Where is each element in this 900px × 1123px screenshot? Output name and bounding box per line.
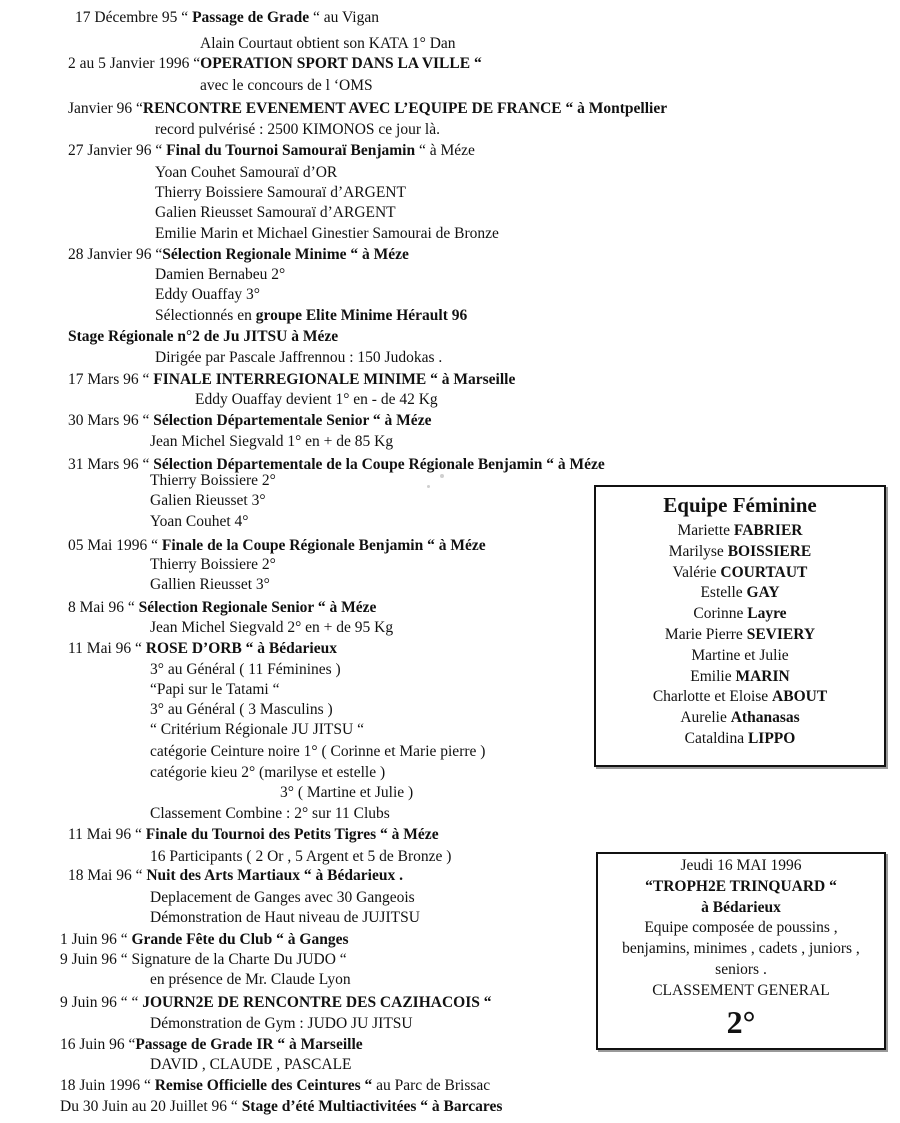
event-text: en présence de Mr. Claude Lyon — [150, 971, 351, 988]
event-text: record pulvérisé : 2500 KIMONOS ce jour là. — [155, 121, 440, 138]
team-member-first-name: Estelle — [700, 584, 743, 602]
event-line — [60, 950, 347, 970]
event-line — [150, 847, 451, 867]
team-member-last-name: ABOUT — [772, 688, 828, 706]
event-line — [150, 970, 351, 990]
team-member-last-name: MARIN — [735, 667, 790, 685]
team-member-first-name: Charlotte et Eloise — [652, 688, 769, 706]
trophy-box — [596, 852, 886, 1050]
event-text: Janvier 96 “ — [68, 100, 143, 117]
trophy-date: Jeudi 16 MAI 1996 — [680, 857, 802, 874]
event-text: 31 Mars 96 “ — [68, 456, 154, 473]
event-line — [68, 141, 475, 161]
event-text: Classement Combine : 2° sur 11 Clubs — [150, 805, 390, 822]
trophy-place: à Bédarieux — [701, 898, 781, 916]
event-line — [280, 783, 413, 803]
event-text: Thierry Boissiere 2° — [150, 556, 276, 573]
event-line — [150, 471, 276, 491]
event-text: Yoan Couhet Samouraï d’OR — [155, 164, 338, 181]
event-text-bold: OPERATION SPORT DANS LA VILLE “ — [200, 55, 482, 72]
team-member — [596, 729, 884, 750]
event-text: catégorie kieu 2° (marilyse et estelle ) — [150, 764, 386, 781]
event-text: Jean Michel Siegvald 1° en + de 85 Kg — [150, 433, 394, 450]
event-text: Thierry Boissiere Samouraï d’ARGENT — [155, 184, 406, 201]
team-member-first-name: Aurelie — [680, 709, 727, 727]
event-text-bold: Final du Tournoi Samouraï Benjamin — [166, 142, 416, 159]
event-text-bold: Passage de Grade IR “ à Marseille — [135, 1036, 363, 1053]
event-text: Emilie Marin et Michael Ginestier Samourai de Bronze — [155, 225, 499, 242]
team-member — [596, 521, 884, 542]
team-member-first-name: Mariette — [677, 522, 731, 539]
event-line — [150, 763, 385, 783]
event-line — [150, 660, 341, 680]
event-line — [200, 76, 373, 96]
event-text: Galien Rieusset 3° — [150, 492, 266, 509]
team-member-last-name: COURTAUT — [720, 563, 808, 581]
event-text-bold: Finale du Tournoi des Petits Tigres “ à Méze — [145, 826, 439, 843]
trophy-description-line-2: benjamins, minimes , cadets , juniors , — [622, 940, 860, 958]
event-text: “Papi sur le Tatami “ — [150, 681, 280, 698]
event-text: 18 Mai 96 “ — [68, 867, 147, 884]
event-line — [155, 348, 442, 368]
team-member-first-name: Corinne — [693, 605, 744, 623]
event-line — [68, 455, 605, 475]
team-member-first-name: Marilyse — [668, 542, 724, 560]
team-member-last-name: Layre — [747, 605, 787, 623]
trophy-ranking-label: CLASSEMENT GENERAL — [652, 981, 830, 999]
event-text: 16 Participants ( 2 Or , 5 Argent et 5 de Bronze ) — [150, 848, 452, 865]
event-line — [150, 700, 333, 720]
event-line — [68, 866, 403, 886]
event-text: 17 Mars 96 “ — [68, 371, 154, 388]
event-line — [68, 370, 515, 390]
team-member-first-name: Marie Pierre — [664, 625, 743, 643]
team-member — [596, 563, 884, 584]
trophy-ranking-value: 2° — [726, 1003, 756, 1040]
event-line — [68, 245, 409, 265]
team-member-first-name: Martine et Julie — [691, 646, 789, 664]
team-member-last-name: GAY — [746, 584, 780, 602]
event-line — [150, 742, 485, 762]
event-text: DAVID , CLAUDE , PASCALE — [150, 1056, 352, 1073]
trophy-name: “TROPH2E TRINQUARD “ — [645, 877, 837, 895]
event-text-bold: Finale de la Coupe Régionale Benjamin “ à Méze — [161, 537, 486, 554]
event-line — [200, 34, 456, 54]
event-line — [155, 120, 440, 140]
event-line — [68, 54, 482, 74]
event-text-bold: Remise Officielle des Ceintures “ — [154, 1077, 373, 1094]
event-text-bold: ROSE D’ORB “ à Bédarieux — [145, 640, 337, 657]
event-text-bold: RENCONTRE EVENEMENT AVEC L’EQUIPE DE FRANCE “ à Montpellier — [142, 100, 668, 117]
team-title: Equipe Féminine — [663, 493, 817, 517]
event-line — [60, 1097, 502, 1117]
event-line — [68, 639, 337, 659]
event-text: Sélectionnés en — [155, 307, 256, 324]
event-text: 9 Juin 96 “ Signature de la Charte Du JUDO “ — [60, 951, 347, 968]
event-line — [195, 390, 438, 410]
scan-speck — [427, 485, 430, 488]
event-line — [155, 183, 406, 203]
event-text: Du 30 Juin au 20 Juillet 96 “ — [60, 1098, 242, 1115]
event-line — [155, 265, 285, 285]
team-member — [596, 708, 884, 729]
event-text: 3° au Général ( 3 Masculins ) — [150, 701, 333, 718]
event-line — [150, 575, 270, 595]
event-line — [155, 203, 396, 223]
event-text: avec le concours de l ‘OMS — [200, 77, 373, 94]
event-line — [68, 327, 338, 347]
event-text: “ Critérium Régionale JU JITSU “ — [150, 721, 364, 738]
event-text: Démonstration de Haut niveau de JUJITSU — [150, 909, 420, 926]
event-text: au Parc de Brissac — [372, 1077, 491, 1094]
event-text: 11 Mai 96 “ — [68, 640, 146, 657]
trophy-description-line-1: Equipe composée de poussins , — [644, 919, 838, 937]
event-line — [75, 8, 379, 28]
event-line — [68, 598, 376, 618]
event-text: Jean Michel Siegvald 2° en + de 95 Kg — [150, 619, 394, 636]
event-text: “ à Méze — [415, 142, 475, 159]
event-text: 05 Mai 1996 “ — [68, 537, 162, 554]
event-text-bold: JOURN2E DE RENCONTRE DES CAZIHACOIS “ — [142, 994, 492, 1011]
event-line — [150, 1055, 352, 1075]
event-text: Eddy Ouaffay devient 1° en - de 42 Kg — [195, 391, 438, 408]
event-text: catégorie Ceinture noire 1° ( Corinne et Marie pierre ) — [150, 743, 486, 760]
team-member-list — [596, 521, 884, 750]
event-line — [155, 224, 499, 244]
event-text: 9 Juin 96 “ “ — [60, 994, 143, 1011]
event-text-bold: Stage d’été Multiactivitées “ à Barcares — [241, 1098, 503, 1115]
team-member-last-name: BOISSIERE — [727, 542, 812, 560]
event-text: Deplacement de Ganges avec 30 Gangeois — [150, 889, 415, 906]
event-line — [155, 163, 337, 183]
event-line — [150, 888, 415, 908]
event-text-bold: FINALE INTERREGIONALE MINIME “ à Marseille — [153, 371, 516, 388]
event-text-bold: Nuit des Arts Martiaux “ à Bédarieux . — [146, 867, 403, 884]
event-text: Gallien Rieusset 3° — [150, 576, 270, 593]
event-text-bold: groupe Elite Minime Hérault 96 — [255, 307, 468, 324]
event-text: 16 Juin 96 “ — [60, 1036, 136, 1053]
scan-speck — [440, 474, 444, 478]
event-text: Démonstration de Gym : JUDO JU JITSU — [150, 1015, 413, 1032]
event-text: 3° au Général ( 11 Féminines ) — [150, 661, 341, 678]
event-line — [150, 555, 276, 575]
event-line — [150, 432, 393, 452]
event-line — [68, 536, 486, 556]
event-text-bold: Passage de Grade — [192, 9, 310, 26]
team-member — [596, 646, 884, 667]
event-text-bold: Grande Fête du Club “ à Ganges — [131, 931, 349, 948]
event-text-bold: Sélection Départementale Senior “ à Méze — [153, 412, 432, 429]
event-text: Dirigée par Pascale Jaffrennou : 150 Judokas . — [155, 349, 443, 366]
team-box — [594, 485, 886, 767]
event-text-bold: Sélection Départementale de la Coupe Régionale Benjamin “ à Méze — [153, 456, 605, 473]
event-line — [68, 825, 439, 845]
team-member-last-name: SEVIERY — [746, 625, 816, 643]
event-line — [150, 491, 266, 511]
event-line — [68, 411, 431, 431]
event-text: Thierry Boissiere 2° — [150, 472, 276, 489]
trophy-description-line-3: seniors . — [715, 960, 767, 978]
team-member-first-name: Emilie — [690, 667, 732, 685]
event-text-bold: Sélection Regionale Senior “ à Méze — [138, 599, 377, 616]
team-member-last-name: FABRIER — [733, 522, 803, 539]
event-line — [60, 1076, 490, 1096]
event-text: 17 Décembre 95 “ — [75, 9, 193, 26]
event-line — [150, 1014, 413, 1034]
event-line — [150, 680, 279, 700]
event-line — [60, 993, 491, 1013]
event-text: 18 Juin 1996 “ — [60, 1077, 155, 1094]
team-member-last-name: LIPPO — [747, 729, 796, 747]
event-line — [155, 285, 260, 305]
team-member — [596, 583, 884, 604]
event-line — [60, 930, 348, 950]
event-text-bold: Sélection Regionale Minime “ à Méze — [162, 246, 409, 263]
event-text: Damien Bernabeu 2° — [155, 266, 286, 283]
team-member — [596, 604, 884, 625]
event-line — [68, 99, 667, 119]
event-text: Eddy Ouaffay 3° — [155, 286, 260, 303]
event-line — [150, 618, 393, 638]
event-text: 8 Mai 96 “ — [68, 599, 139, 616]
team-member — [596, 667, 884, 688]
event-text: 30 Mars 96 “ — [68, 412, 154, 429]
event-text: 3° ( Martine et Julie ) — [280, 784, 414, 801]
team-member — [596, 687, 884, 708]
event-text: 27 Janvier 96 “ — [68, 142, 167, 159]
event-text: 1 Juin 96 “ — [60, 931, 132, 948]
event-text: Yoan Couhet 4° — [150, 513, 249, 530]
event-line — [150, 512, 249, 532]
team-member-first-name: Valérie — [672, 563, 717, 581]
event-line — [60, 1035, 363, 1055]
event-text: 2 au 5 Janvier 1996 “ — [68, 55, 201, 72]
team-member — [596, 625, 884, 646]
team-member — [596, 542, 884, 563]
event-line — [150, 720, 364, 740]
event-text: “ au Vigan — [309, 9, 379, 26]
team-member-first-name: Cataldina — [684, 729, 745, 747]
event-text-bold: Stage Régionale n°2 de Ju JITSU à Méze — [68, 328, 339, 345]
event-text: Alain Courtaut obtient son KATA 1° Dan — [200, 35, 456, 52]
team-member-last-name: Athanasas — [730, 709, 800, 727]
event-line — [155, 306, 467, 326]
event-text: Galien Rieusset Samouraï d’ARGENT — [155, 204, 396, 221]
event-line — [150, 804, 390, 824]
event-text: 11 Mai 96 “ — [68, 826, 146, 843]
event-line — [150, 908, 420, 928]
event-text: 28 Janvier 96 “ — [68, 246, 163, 263]
